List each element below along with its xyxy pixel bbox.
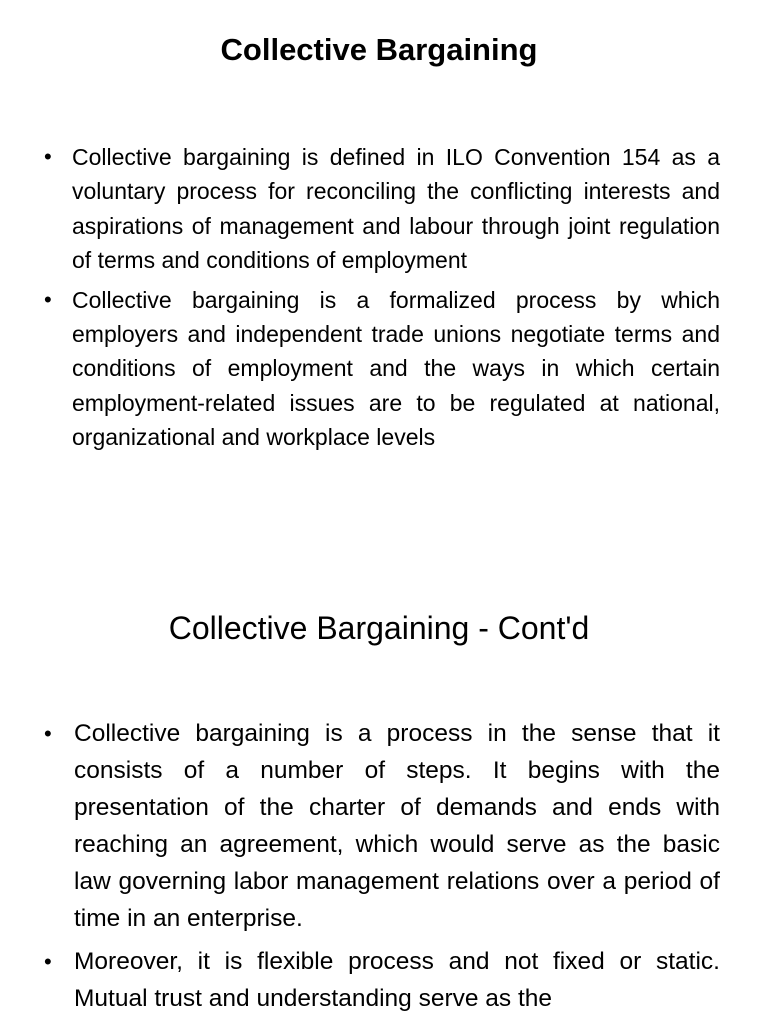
bullet-item — [44, 283, 720, 455]
slide-collective-bargaining-contd — [0, 580, 768, 1024]
bullet-list — [44, 715, 720, 1023]
bullet-text: Collective bargaining is a formalized process by which employers and independent trade unions negotiate terms and conditions of employment and the ways in which certain employment-related issues are to be regulated at national, organizational and workplace levels — [72, 286, 720, 451]
bullet-icon: • — [44, 286, 52, 312]
bullet-text: Collective bargaining is a process in the sense that it consists of a number of steps. It begins with the presentation of the charter of demands and ends with reaching an agreement, which would serve as the basic law governing labor management relations over a period of time in an enterprise. — [74, 720, 720, 932]
bullet-icon: • — [44, 949, 52, 974]
bullet-list — [44, 140, 720, 460]
bullet-text: Moreover, it is flexible process and not fixed or static. Mutual trust and understanding serve as the — [74, 948, 720, 1012]
bullet-item — [44, 140, 720, 278]
bullet-icon: • — [44, 144, 52, 169]
bullet-item — [44, 943, 720, 1017]
bullet-item — [44, 715, 720, 937]
bullet-text: Collective bargaining is defined in ILO Convention 154 as a voluntary process for reconciling the conflicting interests and aspirations of management and labour through joint regulation of terms and conditions of employment — [72, 144, 720, 274]
slide-title: Collective Bargaining - Cont'd — [168, 610, 590, 646]
bullet-icon: • — [44, 721, 52, 746]
slide-title: Collective Bargaining — [220, 32, 538, 67]
